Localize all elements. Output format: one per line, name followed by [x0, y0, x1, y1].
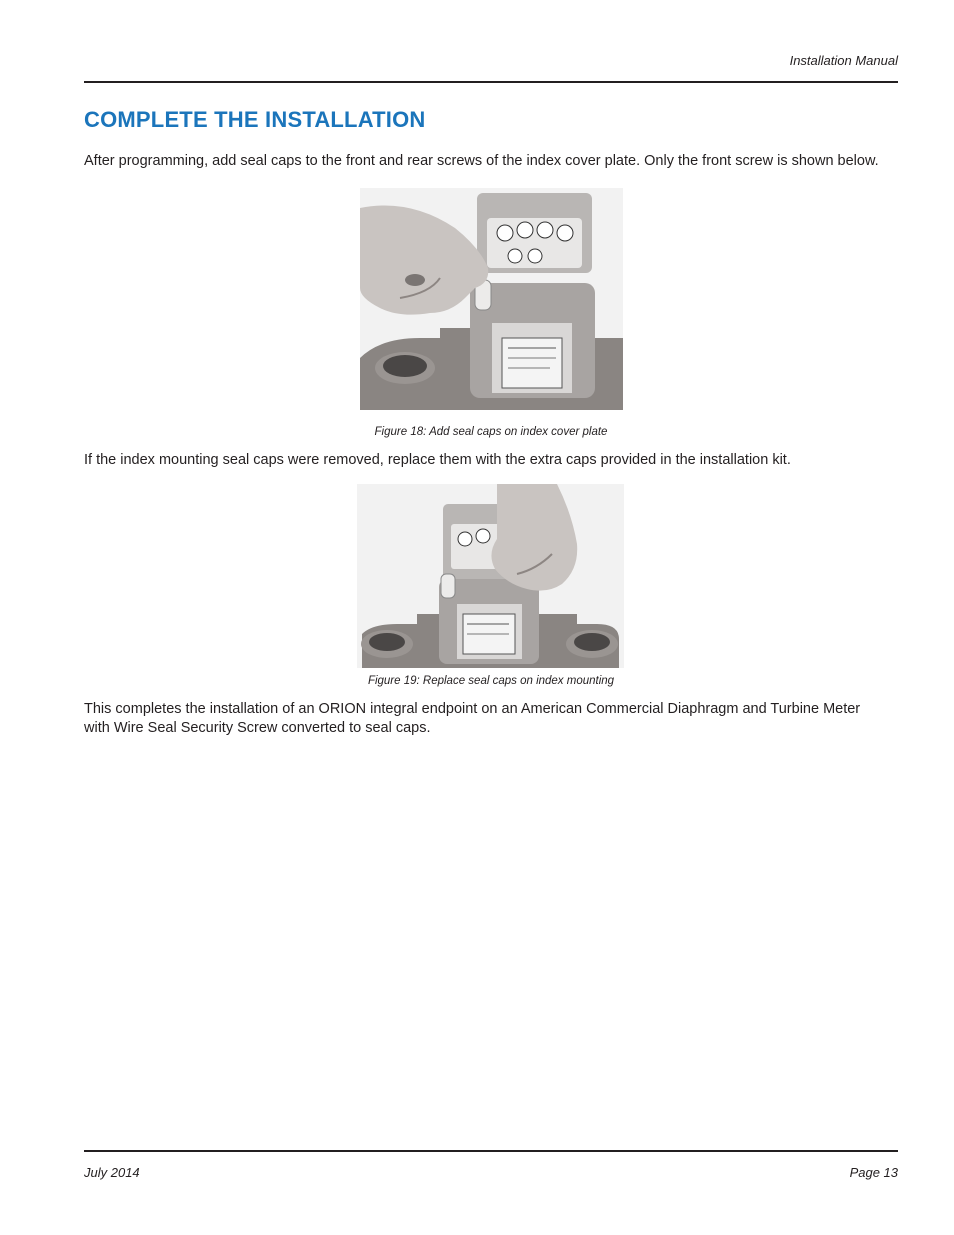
figure-19-caption: Figure 19: Replace seal caps on index mounting — [367, 675, 615, 687]
footer-rule — [84, 1150, 898, 1152]
footer-page-number: Page 13 — [849, 1165, 898, 1180]
closing-paragraph: This completes the installation of an ORION integral endpoint on an American Commercial Diaphragm and Turbine Meter with Wire Seal Security Screw converted to seal caps. — [84, 701, 861, 736]
footer-date: July 2014 — [84, 1165, 140, 1180]
figure-18-caption: Figure 18: Add seal caps on index cover plate — [374, 426, 608, 438]
replace-caps-paragraph: If the index mounting seal caps were removed, replace them with the extra caps provided in the installation kit. — [84, 452, 791, 468]
header-rule — [84, 81, 898, 83]
figure-18-photo — [360, 188, 623, 410]
figure-19-photo — [357, 484, 624, 668]
intro-paragraph: After programming, add seal caps to the front and rear screws of the index cover plate. Only the front screw is shown below. — [84, 153, 879, 169]
running-header: Installation Manual — [789, 53, 898, 68]
page-title: COMPLETE THE INSTALLATION — [84, 107, 426, 132]
